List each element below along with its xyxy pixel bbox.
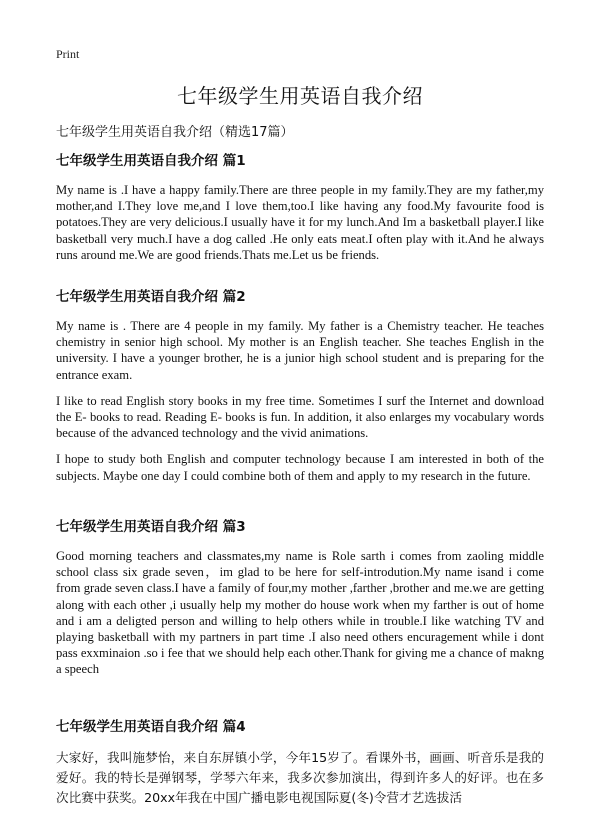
paragraph: Good morning teachers and classmates,my name is Role sarth i comes from zaoling middle school class six grade seven，im glad to be here for self-introdution.My name isand i come from grade seven class.I have a family of four,my mother ,farther ,brother and me.we are getting along with each other ,i usually help my mother do house work when my farther is out of home and i am a deligted person and willing to help others while in trouble.I like watching TV and playing basketball with my partners in part time .I also need others encuragement while i dont pass exxminaion .so i fee that we should help each other.Thank for giving me a chance of makng a speech — [56, 549, 544, 677]
print-link[interactable]: Print — [56, 47, 80, 61]
section-heading: 七年级学生用英语自我介绍 篇3 — [56, 519, 246, 535]
section-1 — [56, 152, 544, 273]
paragraph: I hope to study both English and computer technology because I am interested in both of the subjects. Maybe one day I could combine both of them and apply to my research in the future. — [56, 452, 544, 483]
paragraph: My name is .I have a happy family.There are three people in my family.They are my father,my mother,and I.They love me,and I love them,too.I like having any food.My favourite food is potatoes.They are very delicious.I usually have it for my lunch.And Im a basketball player.I like basketball very much.I have a dog called .He only eats meat.I often play with it.And he always runs around me.We are good friends.Thats me.Let us be friends. — [56, 183, 544, 262]
section-2 — [56, 288, 544, 494]
paragraph: I like to read English story books in my free time. Sometimes I surf the Internet and download the E- books to read. Reading E- books is fun. In addition, it also enlarges my vocabulary words because of the advanced technology and the vivid animations. — [56, 393, 544, 441]
paragraph: My name is . There are 4 people in my family. My father is a Chemistry teacher. He teaches chemistry in senior high school. My mother is an English teacher. She teaches English in the university. I have a younger brother, he is a junior high school student and is preparing for the entrance exam. — [56, 319, 544, 382]
document-title: 七年级学生用英语自我介绍 — [177, 84, 423, 108]
section-4 — [56, 718, 544, 808]
section-3 — [56, 518, 544, 688]
section-heading: 七年级学生用英语自我介绍 篇2 — [56, 289, 246, 305]
section-heading: 七年级学生用英语自我介绍 篇1 — [56, 153, 246, 169]
document-subtitle: 七年级学生用英语自我介绍（精选17篇） — [56, 125, 294, 140]
section-heading: 七年级学生用英语自我介绍 篇4 — [56, 719, 246, 735]
paragraph: 大家好，我叫施梦怡，来自东屏镇小学，今年15岁了。看课外书，画画、听音乐是我的爱好。我的特长是弹钢琴，学琴六年来，我多次参加演出，得到许多人的好评。也在多次比赛中获奖。20xx年我在中国广播电影电视国际夏(冬)令营才艺选拔活 — [56, 750, 544, 805]
